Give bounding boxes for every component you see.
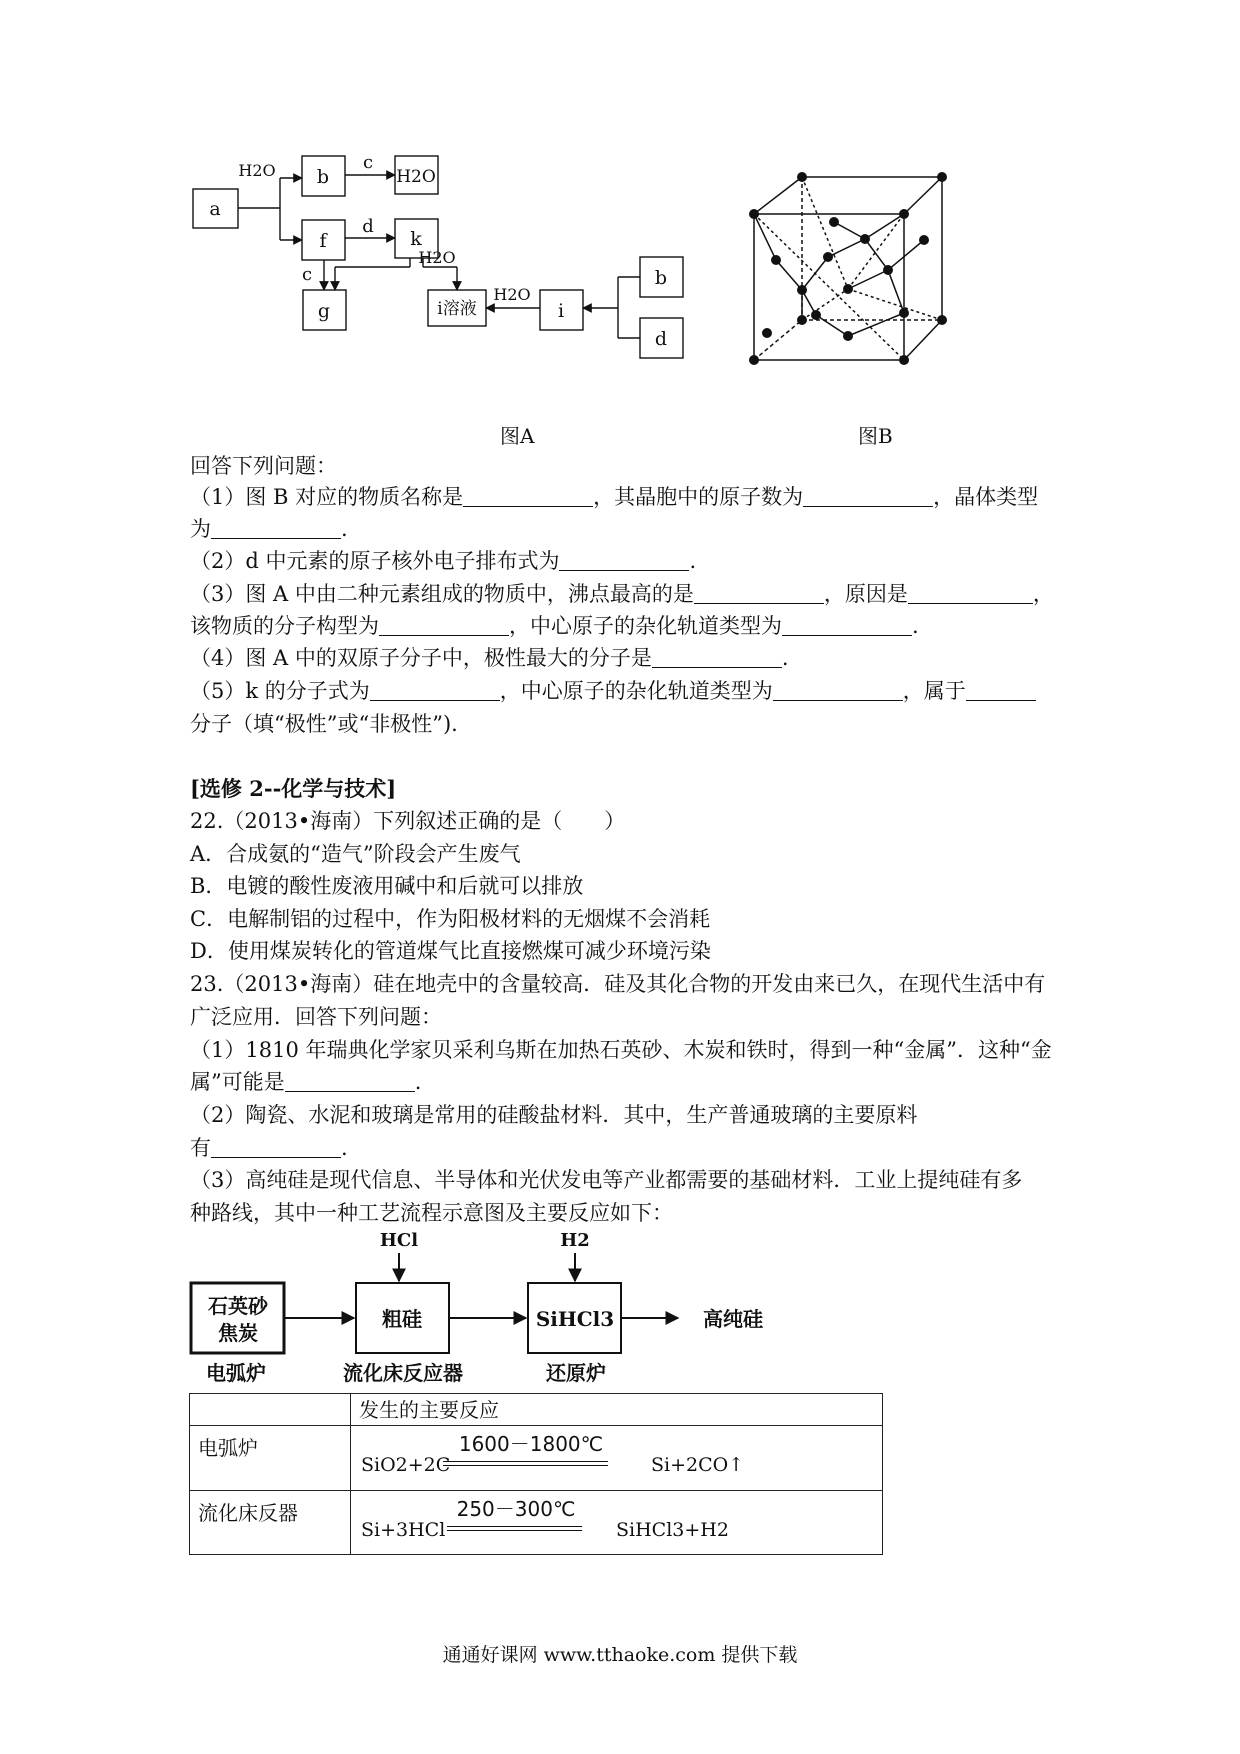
page-footer: 通通好课网 www.tthaoke.com 提供下载 (442, 1644, 798, 1666)
node-b-top-label: b (316, 166, 330, 188)
flow-label-fluidized-bed: 流化床反应器 (343, 1361, 463, 1385)
table-row (190, 1426, 883, 1491)
equals-sign (443, 1461, 608, 1466)
node-g-label: g (317, 300, 331, 322)
q21-intro: 回答下列问题： (190, 454, 337, 478)
flow-label-arc-furnace: 电弧炉 (206, 1361, 266, 1385)
flow-input-h2: H2 (560, 1230, 590, 1251)
q22-stem: 22.（2013•海南）下列叙述正确的是（ ） (190, 809, 626, 833)
q22-option-c: C．电解制铝的过程中，作为阳极材料的无烟煤不会消耗 (190, 907, 711, 931)
figure-b-crystal-cell (740, 165, 960, 365)
q21-part5-line2: 分子（填“极性”或“非极性”). (190, 712, 458, 736)
q21-part3-line2: 该物质的分子构型为 ，中心原子的杂化轨道类型为 . (190, 614, 919, 638)
q23-part3-line2: 种路线，其中一种工艺流程示意图及主要反应如下： (190, 1201, 673, 1225)
table-header-empty (190, 1394, 351, 1426)
arrow-label-h2o-2: H2O (418, 248, 456, 267)
answer-blank (908, 583, 1033, 604)
answer-blank (803, 486, 933, 507)
figure-a-caption: 图A (500, 424, 535, 448)
q23-part1-line1: （1）1810 年瑞典化学家贝采利乌斯在加热石英砂、木炭和铁时，得到一种“金属”．这种“金 (190, 1038, 1052, 1062)
process-flow-diagram (188, 1228, 788, 1393)
flow-product: 高纯硅 (703, 1307, 763, 1331)
answer-blank (559, 550, 689, 571)
answer-blank (211, 518, 341, 539)
row1-equipment: 电弧炉 (190, 1426, 351, 1491)
answer-blank (694, 583, 824, 604)
node-d-label: d (654, 328, 668, 350)
arrow-label-h2o-1: H2O (238, 161, 276, 180)
answer-blank (463, 486, 593, 507)
answer-blank (966, 680, 1036, 701)
node-a-label: a (209, 198, 221, 220)
node-i-solution-label: i溶液 (437, 299, 477, 319)
figure-b-caption: 图B (858, 424, 893, 448)
answer-blank (211, 1137, 341, 1158)
node-k-label: k (410, 228, 422, 250)
flow-box2: 粗硅 (382, 1307, 422, 1331)
flow-input-hcl: HCl (379, 1230, 419, 1251)
node-h2o-top-label: H2O (396, 167, 436, 187)
flow-label-reduction-furnace: 还原炉 (546, 1361, 606, 1385)
arrow-label-c-2: c (301, 264, 313, 285)
answer-blank (773, 680, 903, 701)
answer-blank (370, 680, 500, 701)
section-heading: [选修 2--化学与技术] (190, 776, 397, 801)
arrow-label-d-1: d (362, 216, 374, 237)
row2-equipment: 流化床反器 (190, 1491, 351, 1555)
q21-part1-line1: （1）图 B 对应的物质名称是 ，其晶胞中的原子数为 ，晶体类型 (190, 485, 1039, 509)
answer-blank (285, 1071, 415, 1092)
node-i-label: i (557, 300, 565, 322)
q22-option-d: D．使用煤炭转化的管道煤气比直接燃煤可减少环境污染 (190, 939, 711, 963)
q21-part5-line1: （5）k 的分子式为 ，中心原子的杂化轨道类型为 ，属于 (190, 677, 1036, 705)
table-header: 发生的主要反应 (351, 1394, 883, 1426)
table-row (190, 1491, 883, 1555)
flow-box3: SiHCl3 (535, 1307, 615, 1331)
flow-box1-line2: 焦炭 (218, 1321, 258, 1345)
row2-reaction: Si+3HCl 250－300℃ SiHCl3+H2 (351, 1491, 883, 1555)
q23-part2-line2: 有 . (190, 1136, 348, 1160)
q22-option-a: A．合成氨的“造气”阶段会产生废气 (190, 842, 521, 866)
node-f-label: f (319, 230, 327, 252)
arrow-label-h2o-3: H2O (493, 285, 531, 304)
figure-a-diagram (185, 150, 705, 405)
q21-part2: （2）d 中元素的原子核外电子排布式为 . (190, 549, 697, 573)
answer-blank (379, 615, 509, 636)
row1-reaction: SiO2+2C 1600－1800℃ Si+2CO↑ (351, 1426, 883, 1491)
q23-part2-line1: （2）陶瓷、水泥和玻璃是常用的硅酸盐材料．其中，生产普通玻璃的主要原料 (190, 1103, 918, 1127)
answer-blank (652, 647, 782, 668)
answer-blank (782, 615, 912, 636)
q23-stem-line2: 广泛应用．回答下列问题： (190, 1005, 442, 1029)
equals-sign (447, 1526, 582, 1531)
arrow-label-c-1: c (362, 152, 374, 173)
q21-part1-line2: 为 . (190, 517, 348, 541)
q23-part1-line2: 属”可能是 . (190, 1070, 422, 1094)
q23-part3-line1: （3）高纯硅是现代信息、半导体和光伏发电等产业都需要的基础材料．工业上提纯硅有多 (190, 1168, 1023, 1192)
q22-option-b: B．电镀的酸性废液用碱中和后就可以排放 (190, 874, 584, 898)
flow-box1-line1: 石英砂 (208, 1294, 268, 1318)
q23-stem-line1: 23.（2013•海南）硅在地壳中的含量较高．硅及其化合物的开发由来已久，在现代生活中有 (190, 972, 1046, 996)
reaction-table (189, 1393, 883, 1555)
q21-part3-line1: （3）图 A 中由二种元素组成的物质中，沸点最高的是 ，原因是 ， (190, 582, 1054, 606)
node-b-right-label: b (654, 267, 668, 289)
q21-part4: （4）图 A 中的双原子分子中，极性最大的分子是 . (190, 646, 789, 670)
